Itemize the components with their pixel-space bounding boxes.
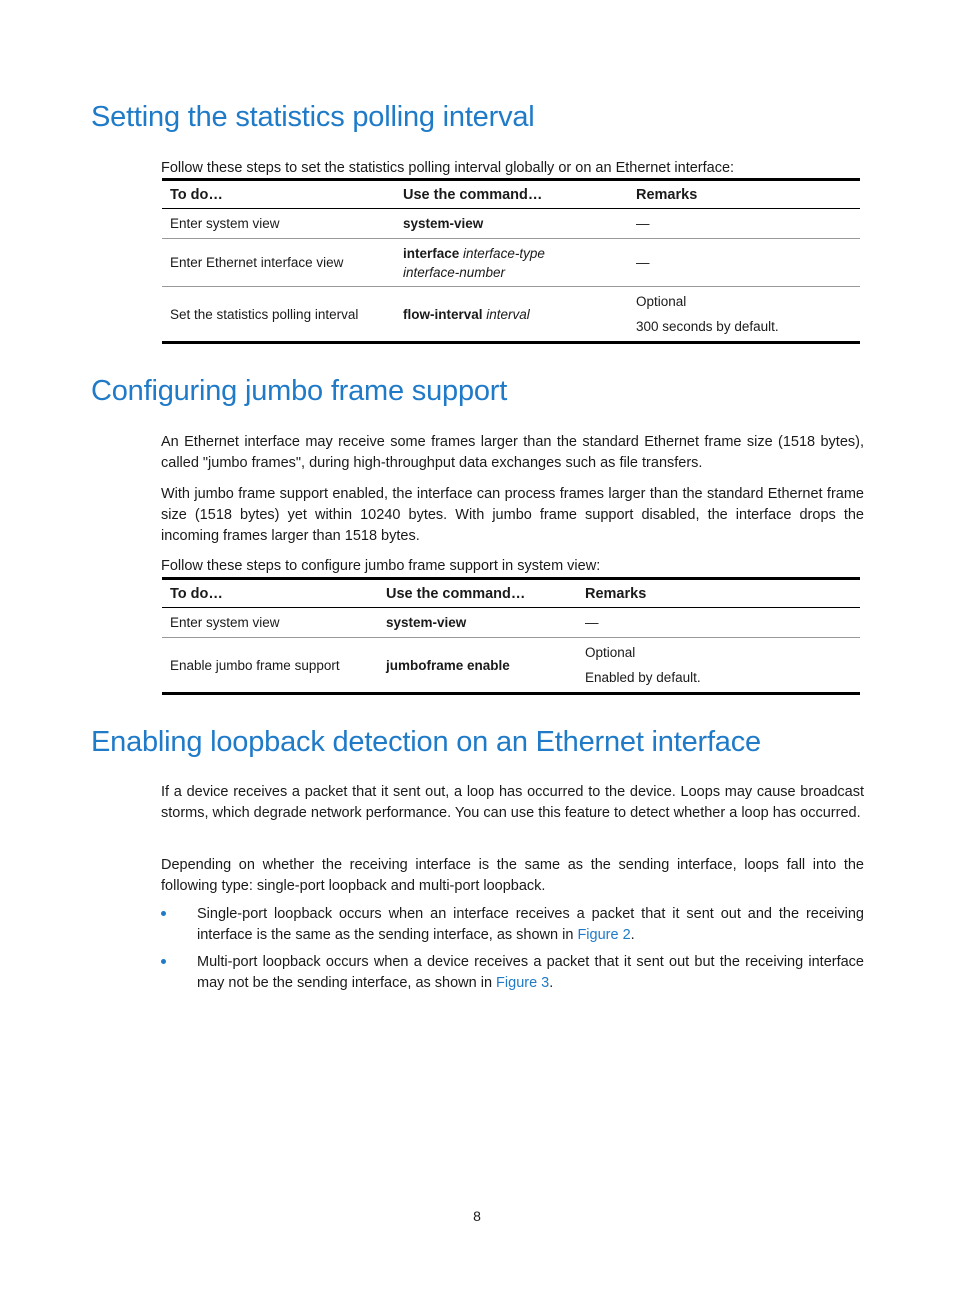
- list-item: [161, 952, 864, 994]
- cell-remarks: [577, 638, 860, 694]
- section-title-loopback-detection: Enabling loopback detection on an Ethernet interface: [91, 726, 761, 758]
- jumbo-paragraph-1: An Ethernet interface may receive some frames larger than the standard Ethernet frame size (1518 bytes), called "jumbo frames", during high-throughput data exchanges such as file transfers.: [161, 434, 864, 471]
- polling-intro: Follow these steps to set the statistics polling interval globally or on an Ethernet interface:: [161, 160, 735, 176]
- command-keyword: jumboframe enable: [386, 657, 510, 673]
- bullet-icon: [161, 911, 166, 916]
- cell-command: [378, 638, 577, 694]
- header-todo: To do…: [162, 579, 378, 608]
- jumbo-paragraph-2: With jumbo frame support enabled, the interface can process frames larger than the standard Ethernet frame size (1518 bytes) yet within 10240 bytes. With jumbo frame support disabled, the interface drops the incoming frames larger than 1518 bytes.: [161, 486, 864, 544]
- remark-default: 300 seconds by default.: [636, 319, 779, 334]
- cell-command: [378, 608, 577, 638]
- polling-command-table: [162, 178, 860, 344]
- command-keyword: flow-interval: [403, 306, 483, 322]
- remark-optional: Optional: [585, 645, 636, 660]
- figure-3-link[interactable]: Figure 3: [496, 975, 550, 991]
- header-todo: To do…: [162, 180, 395, 209]
- cell-todo: Enter system view: [162, 209, 395, 239]
- bullet-end: .: [549, 975, 554, 991]
- command-keyword: interface: [403, 245, 460, 261]
- loopback-paragraph-1: If a device receives a packet that it sent out, a loop has occurred to the device. Loops may cause broadcast storms, which degrade network performance. You can use this feature to detect whether a loop has occurred.: [161, 784, 864, 821]
- table-row: [162, 608, 860, 638]
- bullet-end: .: [630, 927, 635, 943]
- figure-2-link[interactable]: Figure 2: [577, 927, 631, 943]
- cell-todo: Enter system view: [162, 608, 378, 638]
- command-keyword: system-view: [403, 216, 484, 231]
- command-argument: interval: [486, 306, 530, 322]
- cell-remarks: [628, 287, 860, 343]
- command-argument: interface-number: [403, 264, 506, 280]
- cell-command: [395, 287, 628, 343]
- remark-default: Enabled by default.: [585, 670, 701, 685]
- table-header-row: [162, 180, 860, 209]
- table-header-row: [162, 579, 860, 608]
- bullet-text: [197, 904, 864, 946]
- header-command: Use the command…: [378, 579, 577, 608]
- table-row: [162, 239, 860, 287]
- command-argument: interface-type: [463, 245, 545, 261]
- bullet-icon: [161, 959, 166, 964]
- table-row: [162, 287, 860, 343]
- table-row: [162, 209, 860, 239]
- cell-remarks: —: [628, 239, 860, 287]
- jumbo-command-table: [162, 577, 860, 695]
- jumbo-intro: Follow these steps to configure jumbo frame support in system view:: [161, 558, 601, 574]
- cell-todo: Set the statistics polling interval: [170, 306, 359, 322]
- cell-remarks: —: [577, 608, 860, 638]
- cell-command: [395, 209, 628, 239]
- cell-todo: Enable jumbo frame support: [170, 657, 340, 673]
- bullet-text: [197, 952, 864, 994]
- remark-optional: Optional: [636, 294, 687, 309]
- cell-remarks: —: [628, 209, 860, 239]
- page-number: 8: [473, 1208, 481, 1224]
- table-row: [162, 638, 860, 694]
- bullet-body: Multi-port loopback occurs when a device receives a packet that it sent out but the receiving interface may not be the sending interface, as shown in: [197, 954, 864, 991]
- loopback-paragraph-2: Depending on whether the receiving interface is the same as the sending interface, loops fall into the following type: single-port loopback and multi-port loopback.: [161, 857, 864, 894]
- command-keyword: system-view: [386, 615, 467, 630]
- section-title-polling-interval: Setting the statistics polling interval: [91, 101, 535, 133]
- header-command: Use the command…: [395, 180, 628, 209]
- section-title-jumbo-frame: Configuring jumbo frame support: [91, 375, 508, 407]
- header-remarks: Remarks: [628, 180, 860, 209]
- list-item: [161, 904, 864, 946]
- cell-todo: Enter Ethernet interface view: [162, 239, 395, 287]
- header-remarks: Remarks: [577, 579, 860, 608]
- cell-command: [395, 239, 628, 287]
- bullet-body: Single-port loopback occurs when an interface receives a packet that it sent out and the receiving interface is the same as the sending interface, as shown in: [197, 906, 864, 943]
